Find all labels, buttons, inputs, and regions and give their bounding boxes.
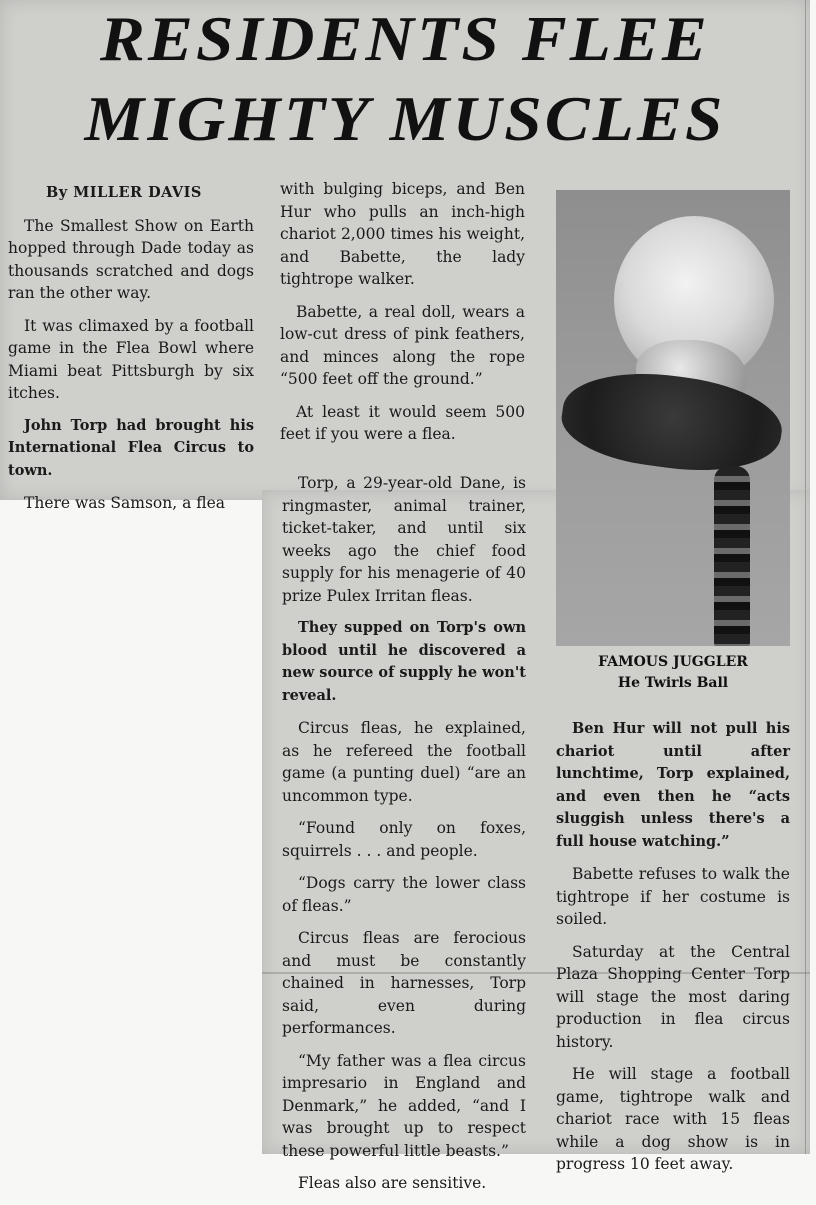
paragraph: The Smallest Show on Earth hopped through Dade today as thousands scratched and dogs ran the other way. <box>8 216 254 302</box>
article-column-2-bottom <box>282 472 526 1205</box>
column-1-paragraphs <box>8 215 254 515</box>
paragraph: with bulging biceps, and Ben Hur who pulls an inch-high chariot 2,000 times his weight, and Babette, the lady tightrope walker. <box>280 180 525 288</box>
juggler-photo <box>556 190 790 646</box>
clipping-edge <box>805 0 806 1154</box>
paragraph: Ben Hur will not pull his chariot until after lunchtime, Torp explained, and even then he “acts sluggish unless there's a full house watching.” <box>556 720 790 850</box>
article-column-2-top <box>280 178 525 456</box>
article-column-1 <box>8 182 254 525</box>
photo-pad <box>557 361 788 483</box>
paragraph: Saturday at the Central Plaza Shopping Center Torp will stage the most daring production in flea circus history. <box>556 942 790 1051</box>
paragraph: John Torp had brought his International Flea Circus to town. <box>8 416 254 479</box>
paragraph: Circus fleas are ferocious and must be constantly chained in harnesses, Torp said, even during performances. <box>282 929 526 1037</box>
paragraph: “Dogs carry the lower class of fleas.” <box>282 874 526 915</box>
headline-line-2: MIGHTY MUSCLES <box>84 83 726 154</box>
paragraph: Torp, a 29-year-old Dane, is ringmaster, animal trainer, ticket-taker, and until six weeks ago the chief food supply for his menagerie of 40 prize Pulex Irritan fleas. <box>282 474 526 605</box>
paragraph: Babette refuses to walk the tightrope if her costume is soiled. <box>556 865 790 928</box>
caption-subtitle: He Twirls Ball <box>617 675 729 691</box>
paragraph: Babette, a real doll, wears a low-cut dress of pink feathers, and minces along the rope “500 feet off the ground.” <box>280 302 525 388</box>
photo-caption <box>556 652 790 694</box>
headline-line-1: RESIDENTS FLEE <box>100 3 710 74</box>
paragraph: There was Samson, a flea <box>24 494 225 512</box>
paragraph: “My father was a flea circus impresario in England and Denmark,” he added, “and I was brought up to respect these powerful little beasts.” <box>282 1051 526 1160</box>
paragraph: Circus fleas, he explained, as he refereed the football game (a punting duel) “are an uncommon type. <box>282 719 526 805</box>
paragraph: They supped on Torp's own blood until he discovered a new source of supply he won't reveal. <box>282 619 526 704</box>
paragraph: At least it would seem 500 feet if you were a flea. <box>280 402 525 443</box>
paragraph: He will stage a football game, tightrope walk and chariot race with 15 fleas while a dog show is in progress 10 feet away. <box>556 1065 790 1173</box>
caption-title: FAMOUS JUGGLER <box>598 654 748 670</box>
paragraph: “Found only on foxes, squirrels . . . and people. <box>282 819 526 860</box>
paragraph: It was climaxed by a football game in the Flea Bowl where Miami beat Pittsburgh by six itches. <box>8 316 254 402</box>
paragraph: Fleas also are sensitive. <box>298 1174 487 1192</box>
article-column-3 <box>556 718 790 1186</box>
byline: By MILLER DAVIS <box>46 184 202 201</box>
photo-stem <box>714 466 750 646</box>
